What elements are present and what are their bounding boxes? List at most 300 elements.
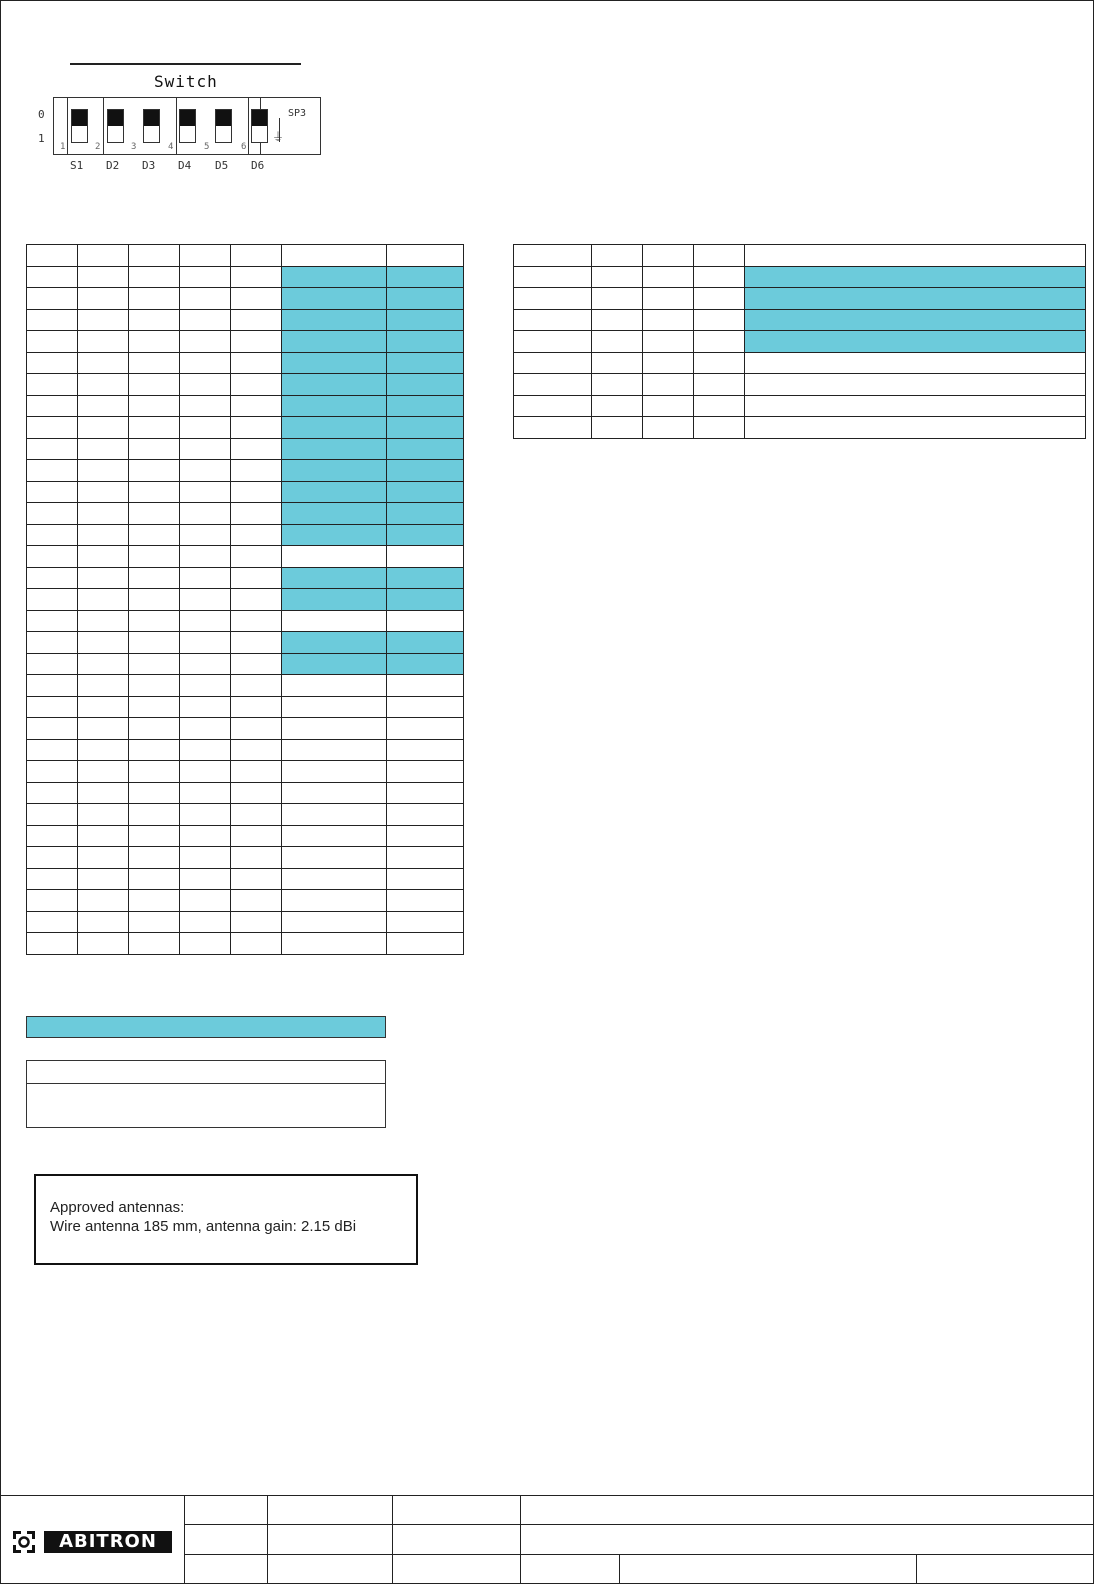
table-cell (78, 288, 129, 310)
table-cell (231, 675, 282, 697)
table-cell (387, 739, 464, 761)
table-cell (129, 417, 180, 439)
table-cell (78, 546, 129, 568)
table-cell (231, 610, 282, 632)
table-cell (78, 847, 129, 869)
table-cell (282, 761, 387, 783)
table-cell (27, 395, 78, 417)
table-cell (129, 546, 180, 568)
left-table-row (27, 438, 464, 460)
table-cell (27, 890, 78, 912)
table-cell (745, 245, 1086, 267)
left-table-row (27, 546, 464, 568)
table-cell (643, 309, 694, 331)
table-cell (387, 352, 464, 374)
left-table-row (27, 374, 464, 396)
table-cell (387, 911, 464, 933)
position-number: 3 (131, 142, 137, 152)
table-cell (745, 288, 1086, 310)
table-cell (78, 675, 129, 697)
table-cell (745, 352, 1086, 374)
table-cell (643, 245, 694, 267)
table-cell (592, 395, 643, 417)
table-cell (231, 331, 282, 353)
right-table-row (514, 352, 1086, 374)
right-settings-table (513, 244, 1086, 439)
table-cell (592, 374, 643, 396)
table-cell (129, 610, 180, 632)
table-cell (231, 438, 282, 460)
left-table-row (27, 589, 464, 611)
table-cell (745, 331, 1086, 353)
table-cell (231, 847, 282, 869)
table-cell (282, 417, 387, 439)
table-cell (129, 911, 180, 933)
table-cell (129, 890, 180, 912)
table-cell (180, 868, 231, 890)
left-table-row (27, 567, 464, 589)
table-cell (129, 933, 180, 955)
table-cell (27, 847, 78, 869)
table-cell (27, 352, 78, 374)
table-cell (180, 288, 231, 310)
left-table-row (27, 352, 464, 374)
switch-lever-1 (71, 109, 88, 143)
switch-label: D5 (215, 159, 229, 172)
table-cell (180, 847, 231, 869)
table-cell (27, 825, 78, 847)
right-table-row (514, 374, 1086, 396)
left-table-row (27, 288, 464, 310)
table-cell (387, 374, 464, 396)
ground-icon: ⏚ (272, 130, 285, 144)
table-cell (129, 589, 180, 611)
table-cell (514, 288, 592, 310)
table-cell (231, 266, 282, 288)
table-cell (78, 933, 129, 955)
table-cell (231, 804, 282, 826)
table-cell (129, 309, 180, 331)
table-cell (27, 675, 78, 697)
table-cell (129, 503, 180, 525)
right-table-row (514, 417, 1086, 439)
abitron-logo (11, 1529, 173, 1555)
left-table-row (27, 761, 464, 783)
table-cell (180, 761, 231, 783)
table-cell (180, 481, 231, 503)
position-number: 4 (168, 142, 174, 152)
table-cell (592, 309, 643, 331)
table-cell (180, 395, 231, 417)
table-cell (27, 331, 78, 353)
switch-lever-3 (143, 109, 160, 143)
table-cell (180, 546, 231, 568)
table-cell (78, 374, 129, 396)
table-cell (78, 331, 129, 353)
table-cell (387, 761, 464, 783)
table-cell (592, 352, 643, 374)
part-label: SP3 (288, 108, 307, 119)
table-cell (231, 890, 282, 912)
table-cell (592, 288, 643, 310)
table-cell (282, 331, 387, 353)
table-cell (643, 266, 694, 288)
table-cell (180, 825, 231, 847)
title-block (1, 1495, 1093, 1584)
position-number: 1 (60, 142, 66, 152)
table-cell (78, 417, 129, 439)
table-cell (78, 245, 129, 267)
left-table-row (27, 503, 464, 525)
table-cell (129, 696, 180, 718)
table-cell (387, 933, 464, 955)
table-cell (592, 266, 643, 288)
table-cell (180, 911, 231, 933)
table-cell (180, 417, 231, 439)
position-number: 6 (241, 142, 247, 152)
table-cell (129, 288, 180, 310)
table-cell (282, 481, 387, 503)
table-cell (27, 718, 78, 740)
table-cell (387, 288, 464, 310)
switch-label: D2 (106, 159, 120, 172)
table-cell (129, 653, 180, 675)
table-cell (282, 696, 387, 718)
table-cell (180, 524, 231, 546)
left-table-row (27, 847, 464, 869)
table-cell (282, 610, 387, 632)
table-cell (231, 309, 282, 331)
table-cell (129, 331, 180, 353)
table-cell (387, 417, 464, 439)
table-cell (231, 395, 282, 417)
switch-lever-5 (215, 109, 232, 143)
table-cell (282, 567, 387, 589)
table-cell (694, 352, 745, 374)
table-cell (745, 395, 1086, 417)
table-cell (282, 374, 387, 396)
table-cell (694, 309, 745, 331)
table-cell (387, 481, 464, 503)
table-cell (78, 653, 129, 675)
table-cell (180, 309, 231, 331)
table-cell (231, 546, 282, 568)
table-cell (129, 868, 180, 890)
table-cell (387, 804, 464, 826)
table-cell (180, 266, 231, 288)
left-table-row (27, 460, 464, 482)
table-cell (514, 395, 592, 417)
table-cell (180, 933, 231, 955)
table-cell (387, 546, 464, 568)
table-cell (78, 610, 129, 632)
table-cell (387, 847, 464, 869)
table-cell (387, 868, 464, 890)
table-cell (231, 567, 282, 589)
table-cell (27, 417, 78, 439)
table-cell (282, 675, 387, 697)
table-cell (78, 567, 129, 589)
table-cell (27, 309, 78, 331)
right-table-row (514, 309, 1086, 331)
left-table-row (27, 825, 464, 847)
table-cell (27, 266, 78, 288)
table-cell (27, 460, 78, 482)
table-cell (231, 782, 282, 804)
table-cell (282, 868, 387, 890)
left-table-row (27, 524, 464, 546)
table-cell (745, 309, 1086, 331)
table-cell (387, 610, 464, 632)
table-cell (514, 245, 592, 267)
table-cell (180, 245, 231, 267)
table-cell (27, 761, 78, 783)
table-cell (180, 567, 231, 589)
table-cell (180, 374, 231, 396)
table-cell (231, 245, 282, 267)
table-cell (387, 395, 464, 417)
table-cell (180, 804, 231, 826)
table-cell (27, 911, 78, 933)
table-cell (27, 589, 78, 611)
table-cell (514, 309, 592, 331)
table-cell (27, 653, 78, 675)
table-cell (387, 266, 464, 288)
table-cell (514, 331, 592, 353)
table-cell (27, 524, 78, 546)
table-cell (129, 782, 180, 804)
table-cell (694, 374, 745, 396)
table-cell (745, 374, 1086, 396)
table-cell (129, 718, 180, 740)
right-table-row (514, 288, 1086, 310)
table-cell (694, 417, 745, 439)
table-cell (78, 460, 129, 482)
table-cell (27, 696, 78, 718)
table-cell (282, 847, 387, 869)
table-cell (694, 331, 745, 353)
table-cell (27, 481, 78, 503)
table-cell (643, 417, 694, 439)
left-table-row (27, 395, 464, 417)
table-cell (282, 804, 387, 826)
table-cell (387, 309, 464, 331)
table-cell (282, 890, 387, 912)
table-cell (231, 933, 282, 955)
left-table-row (27, 739, 464, 761)
table-cell (180, 589, 231, 611)
table-cell (180, 890, 231, 912)
table-cell (129, 632, 180, 654)
left-table-row (27, 804, 464, 826)
table-cell (231, 374, 282, 396)
table-cell (129, 847, 180, 869)
table-cell (78, 868, 129, 890)
table-cell (180, 438, 231, 460)
left-table-row (27, 890, 464, 912)
antenna-note (34, 1174, 418, 1265)
left-table-row (27, 675, 464, 697)
table-cell (387, 825, 464, 847)
table-cell (282, 911, 387, 933)
table-cell (282, 288, 387, 310)
table-cell (387, 890, 464, 912)
table-cell (387, 589, 464, 611)
table-cell (129, 481, 180, 503)
table-cell (231, 460, 282, 482)
table-cell (387, 503, 464, 525)
logo-text: ABITRON (44, 1531, 172, 1553)
switch-label: S1 (70, 159, 84, 172)
table-cell (129, 675, 180, 697)
table-cell (27, 567, 78, 589)
dip-switch-diagram (30, 60, 330, 175)
table-cell (231, 718, 282, 740)
table-cell (27, 503, 78, 525)
left-table-row (27, 331, 464, 353)
table-cell (231, 524, 282, 546)
table-cell (231, 868, 282, 890)
table-cell (78, 266, 129, 288)
table-cell (282, 782, 387, 804)
left-table-row (27, 632, 464, 654)
table-cell (387, 675, 464, 697)
table-cell (180, 460, 231, 482)
position-number: 5 (204, 142, 210, 152)
left-table-row (27, 266, 464, 288)
table-cell (27, 288, 78, 310)
table-cell (78, 309, 129, 331)
table-cell (231, 825, 282, 847)
table-cell (180, 675, 231, 697)
table-cell (282, 460, 387, 482)
table-cell (282, 653, 387, 675)
table-cell (745, 417, 1086, 439)
switch-lever-4 (179, 109, 196, 143)
table-cell (27, 438, 78, 460)
left-table-row (27, 481, 464, 503)
left-table-row (27, 868, 464, 890)
table-cell (387, 524, 464, 546)
table-cell (27, 782, 78, 804)
table-cell (78, 804, 129, 826)
table-cell (231, 696, 282, 718)
switch-label: D4 (178, 159, 192, 172)
table-cell (180, 718, 231, 740)
table-cell (129, 567, 180, 589)
table-cell (282, 524, 387, 546)
table-cell (282, 395, 387, 417)
table-cell (282, 933, 387, 955)
table-cell (78, 911, 129, 933)
left-table-row (27, 933, 464, 955)
table-cell (231, 653, 282, 675)
left-table-row (27, 417, 464, 439)
table-cell (27, 632, 78, 654)
table-cell (180, 632, 231, 654)
table-cell (129, 524, 180, 546)
switch-title: Switch (154, 72, 218, 91)
table-cell (387, 245, 464, 267)
table-cell (282, 503, 387, 525)
table-cell (231, 739, 282, 761)
table-cell (694, 245, 745, 267)
table-cell (129, 374, 180, 396)
table-cell (592, 245, 643, 267)
table-cell (694, 288, 745, 310)
table-cell (282, 825, 387, 847)
table-cell (387, 567, 464, 589)
table-cell (27, 546, 78, 568)
table-cell (282, 309, 387, 331)
left-table-row (27, 309, 464, 331)
table-cell (231, 761, 282, 783)
table-cell (231, 503, 282, 525)
table-cell (78, 761, 129, 783)
notes-box (26, 1060, 386, 1128)
table-cell (643, 331, 694, 353)
table-cell (78, 890, 129, 912)
table-cell (129, 825, 180, 847)
table-cell (231, 481, 282, 503)
table-cell (78, 739, 129, 761)
table-cell (282, 739, 387, 761)
table-cell (282, 546, 387, 568)
table-cell (231, 417, 282, 439)
table-cell (643, 395, 694, 417)
table-cell (387, 653, 464, 675)
table-cell (282, 245, 387, 267)
table-cell (180, 782, 231, 804)
table-cell (27, 739, 78, 761)
table-cell (745, 266, 1086, 288)
table-cell (592, 417, 643, 439)
table-cell (387, 696, 464, 718)
table-cell (514, 417, 592, 439)
table-cell (180, 739, 231, 761)
table-cell (231, 589, 282, 611)
table-cell (129, 438, 180, 460)
table-cell (387, 718, 464, 740)
table-cell (78, 589, 129, 611)
table-cell (231, 288, 282, 310)
switch-body (53, 97, 321, 155)
state-label-1: 1 (38, 132, 45, 145)
table-cell (27, 804, 78, 826)
table-cell (282, 266, 387, 288)
table-cell (129, 804, 180, 826)
table-cell (643, 352, 694, 374)
table-cell (180, 331, 231, 353)
table-cell (387, 438, 464, 460)
table-cell (514, 352, 592, 374)
right-table-row (514, 245, 1086, 267)
right-table-row (514, 331, 1086, 353)
table-cell (282, 352, 387, 374)
table-cell (78, 524, 129, 546)
table-cell (27, 933, 78, 955)
right-table-row (514, 395, 1086, 417)
table-cell (78, 696, 129, 718)
table-cell (282, 718, 387, 740)
table-cell (129, 739, 180, 761)
table-cell (78, 718, 129, 740)
table-cell (694, 266, 745, 288)
table-cell (180, 352, 231, 374)
left-settings-table (26, 244, 464, 955)
table-cell (592, 331, 643, 353)
table-cell (78, 632, 129, 654)
